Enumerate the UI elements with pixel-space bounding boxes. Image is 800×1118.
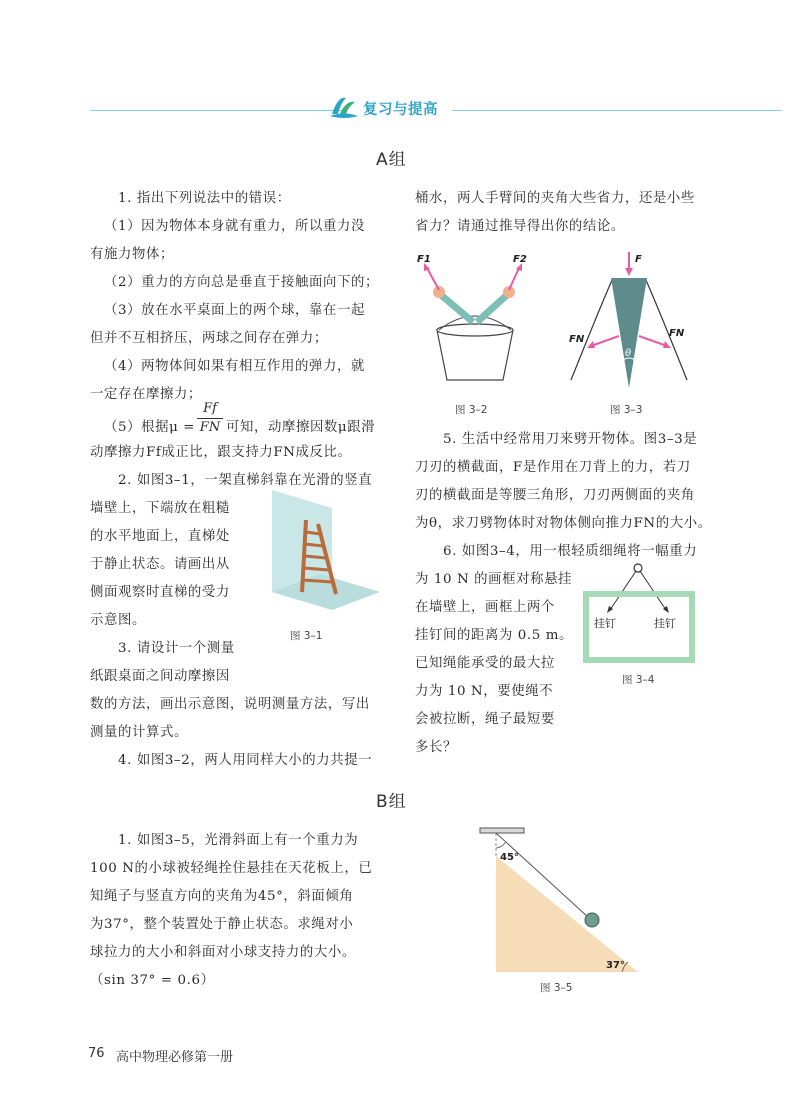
q5-line-4: 为θ，求刀劈物体时对物体侧向推力FN的大小。 [415,516,712,531]
q6-line-7: 会被拉断，绳子最短要 [415,712,555,727]
caption-3-1: 图 3–1 [290,630,323,642]
caption-3-4: 图 3–4 [622,674,655,686]
q6-line-3: 在墙壁上，画框上两个 [415,600,555,615]
b1-line-6: （sin 37° = 0.6） [90,973,215,988]
fig32-f1-label: F1 [417,254,431,265]
b1-line-1: 1. 如图3–5，光滑斜面上有一个重力为 [118,833,359,848]
q6-line-6: 力为 10 N，要使绳不 [415,684,554,699]
q2-line-3: 的水平地面上，直梯处 [90,529,230,544]
q4-line-1: 4. 如图3–2，两人用同样大小的力共提一 [118,753,373,768]
header-rule-left [90,110,345,111]
group-b-title: B组 [376,792,407,812]
q1-line-5: （3）放在水平桌面上的两个球，靠在一起 [104,303,365,318]
q5-line-2: 刀刃的横截面，F是作用在刀背上的力，若刀 [415,460,691,475]
fig33-theta-label: θ [625,348,632,359]
q3-line-1: 3. 请设计一个测量 [118,641,235,656]
q1-line-10: 动摩擦力Ff成正比，跟支持力FN成反比。 [90,445,352,460]
figure-3-2 [415,250,535,390]
book-title: 高中物理必修第一册 [116,1050,234,1065]
fig32-f2-label: F2 [513,254,527,265]
b1-line-5: 球拉力的大小和斜面对小球支持力的大小。 [90,945,356,960]
q6-line-8: 多长？ [415,740,457,755]
b1-line-3: 知绳子与竖直方向的夹角为45°，斜面倾角 [90,889,354,904]
b1-line-4: 为37°，整个装置处于静止状态。求绳对小 [90,917,354,932]
fig35-angle-37: 37° [606,960,625,971]
fig33-f-label: F [635,254,642,265]
q6-line-1: 6. 如图3–4，用一根轻质细绳将一幅重力 [443,544,698,559]
leaf-wave-logo-icon [328,94,360,120]
q1-line-9b: 可知，动摩擦因数μ跟滑 [226,420,376,435]
q6-line-2: 为 10 N 的画框对称悬挂 [415,572,573,587]
fraction-numerator: Ff [203,401,217,416]
fig33-fn-right-label: FN [669,328,685,339]
q3-line-4: 测量的计算式。 [90,725,188,740]
fig34-nail-right: 挂钉 [654,617,676,630]
b1-line-2: 100 N的小球被轻绳拴住悬挂在天花板上，已 [90,861,373,876]
q1-line-6: 但并不互相挤压，两球之间存在弹力； [90,331,328,346]
fig34-nail-left: 挂钉 [594,617,616,630]
page-number: 76 [88,1046,105,1061]
q5-line-3: 刃的横截面是等腰三角形，刀刃两侧面的夹角 [415,488,695,503]
q1-line-4: （2）重力的方向总是垂直于接触面向下的； [104,275,379,290]
q6-line-5: 已知绳能承受的最大拉 [415,656,555,671]
friction-fraction [196,400,224,437]
q5-line-1: 5. 生活中经常用刀来劈开物体。图3–3是 [443,432,698,447]
q3-line-2: 纸跟桌面之间动摩擦因 [90,669,230,684]
caption-3-3: 图 3–3 [610,404,643,416]
fraction-denominator: FN [199,420,221,435]
q1-line-9a: （5）根据μ = [104,420,196,435]
header-rule-right [452,110,782,111]
q1-line-8: 一定存在摩擦力； [90,387,202,402]
q2-line-1: 2. 如图3–1，一架直梯斜靠在光滑的竖直 [118,473,373,488]
q1-line-3: 有施力物体； [90,247,174,262]
figure-3-4 [580,560,698,665]
q1-line-7: （4）两物体间如果有相互作用的弹力，就 [104,359,365,374]
caption-3-5: 图 3–5 [540,982,573,994]
q4-line-2: 桶水，两人手臂间的夹角大些省力，还是小些 [415,191,695,206]
group-a-title: A组 [376,150,407,170]
caption-3-2: 图 3–2 [455,404,488,416]
figure-3-1 [252,490,382,620]
fig35-angle-45: 45° [500,852,519,863]
q1-line-1: 1. 指出下列说法中的错误： [118,191,291,206]
q6-line-4: 挂钉间的距离为 0.5 m。 [415,628,574,643]
fig33-fn-left-label: FN [569,334,585,345]
q3-line-3: 数的方法，画出示意图，说明测量方法，写出 [90,697,370,712]
q2-line-2: 墙壁上，下端放在粗糙 [90,501,230,516]
figure-3-3 [563,250,695,395]
section-title: 复习与提高 [363,102,438,118]
figure-3-5 [478,826,648,976]
q1-line-2: （1）因为物体本身就有重力，所以重力没 [104,219,365,234]
q2-line-5: 侧面观察时直梯的受力 [90,585,230,600]
q2-line-4: 于静止状态。请画出从 [90,557,230,572]
q2-line-6: 示意图。 [90,613,146,628]
q4-line-3: 省力？请通过推导得出你的结论。 [415,219,625,234]
